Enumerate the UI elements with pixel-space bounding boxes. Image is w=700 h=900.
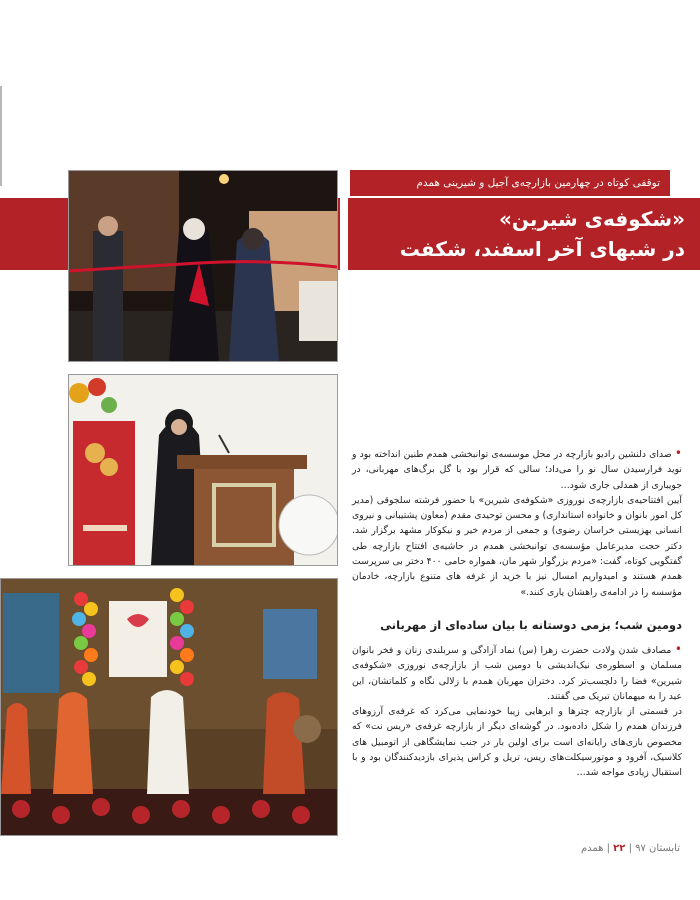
ribbon-cutting-illustration [69, 171, 337, 361]
magazine-brand: همدم [580, 843, 604, 854]
photo-speaker-podium [68, 374, 338, 566]
bullet-icon: • [674, 642, 682, 656]
title-line-1: «شکوفه‌ی شیرین» [499, 207, 685, 231]
photo-ribbon-cutting [68, 170, 338, 362]
section-subhead: دومین شب؛ بزمی دوستانه با بیان ساده‌ای از مهربانی [380, 618, 682, 632]
paragraph [352, 446, 682, 493]
title-band-gap [340, 196, 348, 276]
paragraph-3: مصادف شدن ولادت حضرت زهرا (س) نماد آزادگی و سربلندی زنان و فخر بانوان مسلمان و اسطوره‌ی نیک‌اندیشی با دومین شب از بازارچه‌ی نوروزی «شکوفه‌ی شیرین» فضا را دلچسب‌تر کرد. دختران مهربان همدم با زلالی نگاه و کلماتشان، این عید را به میهمانان تبریک می گفتند. [352, 645, 682, 702]
paragraph-4: در قسمتی از بازارچه چترها و ابرهایی زیبا خودنمایی می‌کرد که غرفه‌ی آرزوهای فرزندان همدم را شکل داده‌بود. در گوشه‌ای دیگر از بازارچه غرفه‌ی «ریس نت» که مخصوص بازی‌های رایانه‌ای است برای اولین بار در جنب نمایشگاهی از اتومبیل های کلاسیک، آفرود و موتورسیکلت‌های ریس، تریل و کراس پذیرای بازدیدکنندگان بود و با استقبال زیادی مواجه شد… [352, 706, 682, 779]
paragraph-2: آیین افتتاحیه‌ی بازارچه‌ی نوروزی «شکوفه‌ی شیرین» با حضور فرشته سلجوقی (مدیر کل امور بانوان و خانواده استانداری) و محسن توحیدی مقدم (معاون پشتیبانی و نیروی انسانی بهزیستی خراسان رضوی) و جمعی از مردم خیر و نیکوکار مشهد برگزار شد. دکتر حجت مدیرعامل مؤسسه‌ی توانبخشی همدم در حاشیه‌ی افتتاح بازارچه طی گفتگویی کوتاه، گفت: «مردم بزرگوار شهر مان، همواره حامی ۴۰۰ دختر بی سرپرست همدم هستند و امیدواریم امسال نیز با خرید از غرفه های متنوع بازارچه، خادمان مؤسسه را در ادامه‌ی راهشان یاری کنند.» [352, 494, 682, 598]
paragraph-1: صدای دلنشین رادیو بازارچه در محل موسسه‌ی توانبخشی همدم طنین انداخته بود و نوید فرارسیدن سال نو را می‌داد؛ سالی که قرار بود با گل برگ‌های مهربانی، در جویباری از همدلی جاری شود… [352, 449, 682, 491]
page-footer: تابستان ۹۷ | ۲۲ | همدم [580, 843, 680, 854]
photo-stage-performance [0, 578, 338, 836]
article-kicker: توقفی کوتاه در چهارمین بازارچه‌ی آجیل و شیرینی همدم [350, 170, 670, 196]
title-line-2: در شبهای آخر اسفند، شکفت [399, 237, 685, 261]
article-title [350, 204, 685, 264]
stage-illustration [1, 579, 337, 835]
margin-rule [0, 86, 2, 186]
page-number: ۲۲ [613, 843, 626, 854]
paragraph [352, 642, 682, 704]
article-body-top [352, 446, 682, 600]
footer-season: تابستان ۹۷ [635, 843, 680, 854]
speaker-illustration [69, 375, 337, 565]
article-body-bottom [352, 642, 682, 781]
bullet-icon: • [674, 446, 682, 460]
